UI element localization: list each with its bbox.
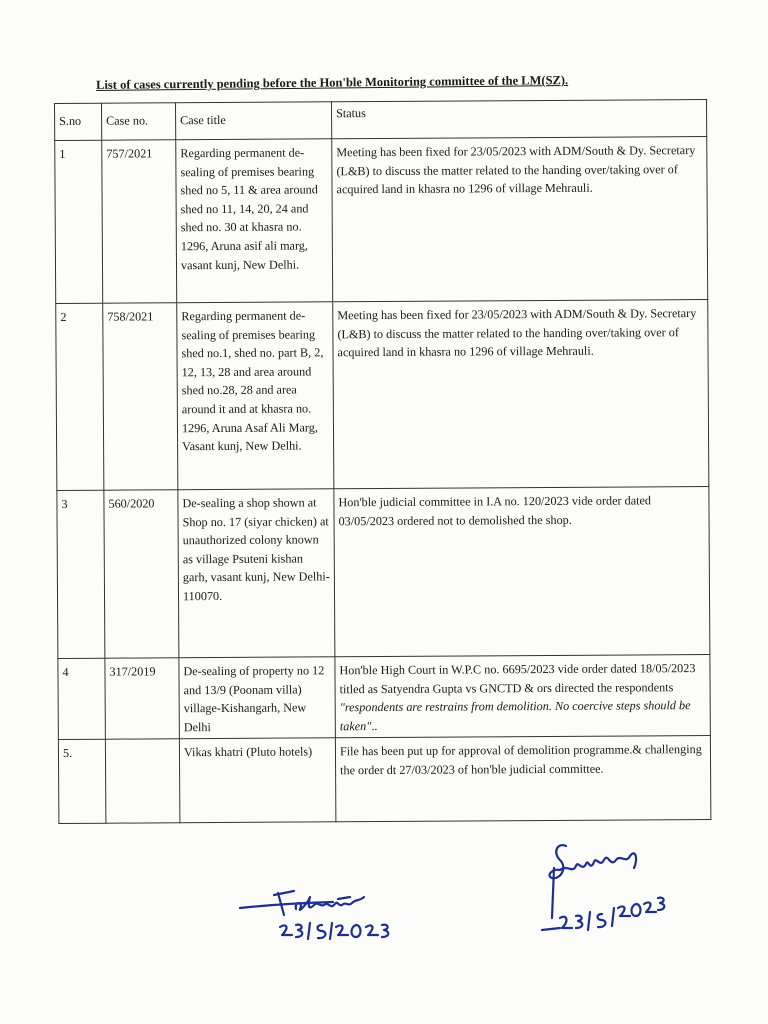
table-row	[56, 300, 709, 491]
row-status: Hon'ble judicial committee in I.A no. 120/2023 vide order dated 03/05/2023 ordered not to demolished the shop.	[334, 487, 710, 657]
signature-right	[530, 838, 670, 948]
column-header-case-title: Case title	[176, 102, 332, 140]
status-text: Hon'ble High Court in W.P.C no. 6695/2023 vide order dated 18/05/2023 titled as Satyendra Gupta vs GNCTD & ors directed the respondents	[339, 661, 696, 696]
column-header-status: Status	[331, 100, 706, 139]
row-case-no: 317/2019	[105, 658, 179, 740]
row-status: File has been put up for approval of demolition programme.& challenging the order dt 27/03/2023 of hon'ble judicial committee.	[335, 736, 711, 822]
column-header-sno: S.no	[55, 103, 102, 140]
table-header-row	[55, 100, 707, 141]
row-sno: 3	[57, 490, 105, 658]
row-sno: 4	[58, 658, 105, 740]
signature-right-image	[530, 838, 670, 948]
table-row	[58, 655, 710, 740]
row-case-no: 757/2021	[102, 140, 177, 303]
column-header-case-no: Case no.	[102, 103, 176, 140]
row-case-no: 560/2020	[104, 490, 179, 658]
status-quote: "respondents are restrains from demolition. No coercive steps should be taken"	[339, 698, 691, 734]
row-sno: 1	[55, 140, 103, 303]
document-title: List of cases currently pending before the Hon'ble Monitoring committee of the LM(SZ).	[96, 73, 569, 92]
row-case-title: Vikas khatri (Pluto hotels)	[179, 738, 336, 823]
row-status: Meeting has been fixed for 23/05/2023 with ADM/South & Dy. Secretary (L&B) to discuss the matter related to the handing over/taking over of acquired land in khasra no 1296 of village Mehrauli.	[333, 300, 709, 489]
row-status	[335, 655, 710, 739]
table-row	[57, 487, 710, 659]
row-status: Meeting has been fixed for 23/05/2023 with ADM/South & Dy. Secretary (L&B) to discuss the matter related to the handing over/taking over of acquired land in khasra no 1296 of village Mehrauli.	[332, 137, 708, 302]
row-case-title: Regarding permanent de-sealing of premises bearing shed no 5, 11 & area around shed no 11, 14, 20, 24 and shed no. 30 at khasra no. 1296, Aruna asif ali marg, vasant kunj, New Delhi.	[176, 139, 333, 303]
table-row	[58, 736, 711, 824]
row-sno: 5.	[58, 740, 106, 824]
row-sno: 2	[56, 303, 104, 490]
row-case-no: 758/2021	[103, 303, 178, 490]
cases-table	[54, 99, 711, 824]
row-case-title: De-sealing of property no 12 and 13/9 (Poonam villa) village-Kishangarh, New Delhi	[179, 657, 335, 739]
row-case-no	[105, 739, 180, 823]
row-case-title: Regarding permanent de-sealing of premises bearing shed no.1, shed no. part B, 2, 12, 13, 28 and area around shed no.28, 28 and area around it and at khasra no. 1296, Aruna Asaf Ali Marg, Vasant kunj, New Delhi.	[177, 302, 334, 490]
table-row	[55, 137, 708, 304]
row-case-title: De-sealing a shop shown at Shop no. 17 (siyar chicken) at unauthorized colony known as village Psuteni kishan garh, vasant kunj, New Delhi-110070.	[178, 489, 335, 658]
signature-left-image	[238, 885, 398, 955]
status-suffix: ..	[371, 718, 378, 733]
signature-left	[238, 885, 398, 955]
